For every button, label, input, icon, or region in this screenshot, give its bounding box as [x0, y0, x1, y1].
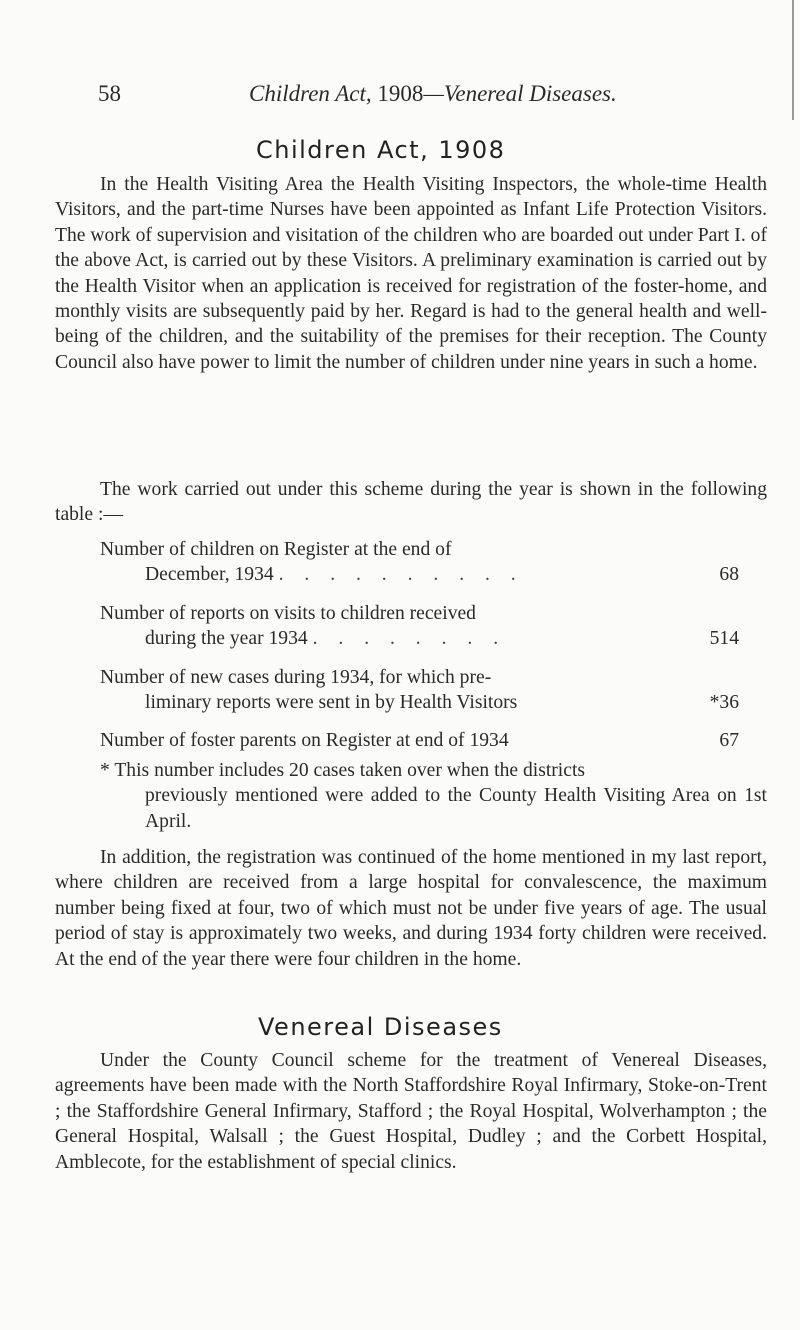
row-label-line2: liminary reports were sent in by Health Visitors	[145, 692, 518, 714]
page-edge-mark	[792, 0, 794, 120]
table-row	[100, 537, 767, 588]
row-label-line2: during the year 1934	[145, 628, 308, 650]
row-value: 67	[719, 730, 739, 752]
row-value: 68	[719, 564, 739, 586]
table-row	[100, 601, 767, 652]
row-label-line1: Number of new cases during 1934, for which pre-	[100, 666, 492, 688]
row-value: 514	[709, 628, 739, 650]
section-heading-venereal-diseases: Venereal Diseases	[258, 1013, 503, 1041]
dot-leader: . . . . . . . . . .	[278, 564, 524, 586]
row-label-line1: Number of children on Register at the end of	[100, 539, 452, 560]
paragraph-venereal-clinics: Under the County Council scheme for the treatment of Venereal Diseases, agreements have been made with the North Staffordshire Royal Infirmary, Stoke-on-Trent ; the Staffordshire General Infirmary, Stafford ; the Royal Hospital, Wolverhampton ; the General Hospital, Walsall ; the Guest Hospital, Dudley ; and the Corbett Hospital, Amblecote, for the establishment of special clinics.	[55, 1050, 767, 1173]
table-row	[100, 728, 767, 753]
section-heading-children-act: Children Act, 1908	[256, 136, 506, 164]
row-label-line1: Number of reports on visits to children received	[100, 602, 476, 624]
running-title-year: 1908	[377, 81, 424, 106]
footnote-continuation: previously mentioned were added to the County Health Visiting Area on 1st April.	[145, 785, 767, 832]
dot-leader: . . . . . . . .	[312, 628, 507, 650]
page-number: 58	[98, 81, 121, 106]
paragraph-table-intro: The work carried out under this scheme during the year is shown in the following table :—	[55, 479, 767, 526]
row-value: *36	[709, 692, 739, 714]
row-label-line1: Number of foster parents on Register at end of 1934	[100, 730, 509, 752]
paragraph-infant-life-protection: In the Health Visiting Area the Health Visiting Inspectors, the whole-time Health Visitors, and the part-time Nurses have been appointed as Infant Life Protection Visitors. The work of supervision and visitation of the children who are boarded out under Part I. of the above Act, is carried out by these Visitors. A preliminary examination is carried out by the Health Visitor when an application is received for registration of the foster-home, and monthly visits are subsequently paid by her. Regard is had to the general health and well-being of the children, and the suitability of the premises for their reception. The County Council also have power to limit the number of children under nine years in such a home.	[55, 174, 767, 373]
running-title-part1: Children Act,	[249, 81, 372, 106]
paragraph-convalescent-home: In addition, the registration was continued of the home mentioned in my last report, where children are received from a large hospital for convalescence, the maximum number being fixed at four, two of which must not be under five years of age. The usual period of stay is approximately two weeks, and during 1934 forty children were received. At the end of the year there were four children in the home.	[55, 847, 767, 970]
table-footnote	[100, 758, 767, 834]
running-title	[249, 80, 617, 108]
running-title-part2: —Venereal Diseases.	[423, 81, 617, 106]
table-row	[100, 665, 767, 716]
statistics-table	[100, 537, 767, 767]
row-label-line2: December, 1934	[145, 564, 274, 586]
footnote-line1: * This number includes 20 cases taken over when the districts	[100, 760, 586, 781]
